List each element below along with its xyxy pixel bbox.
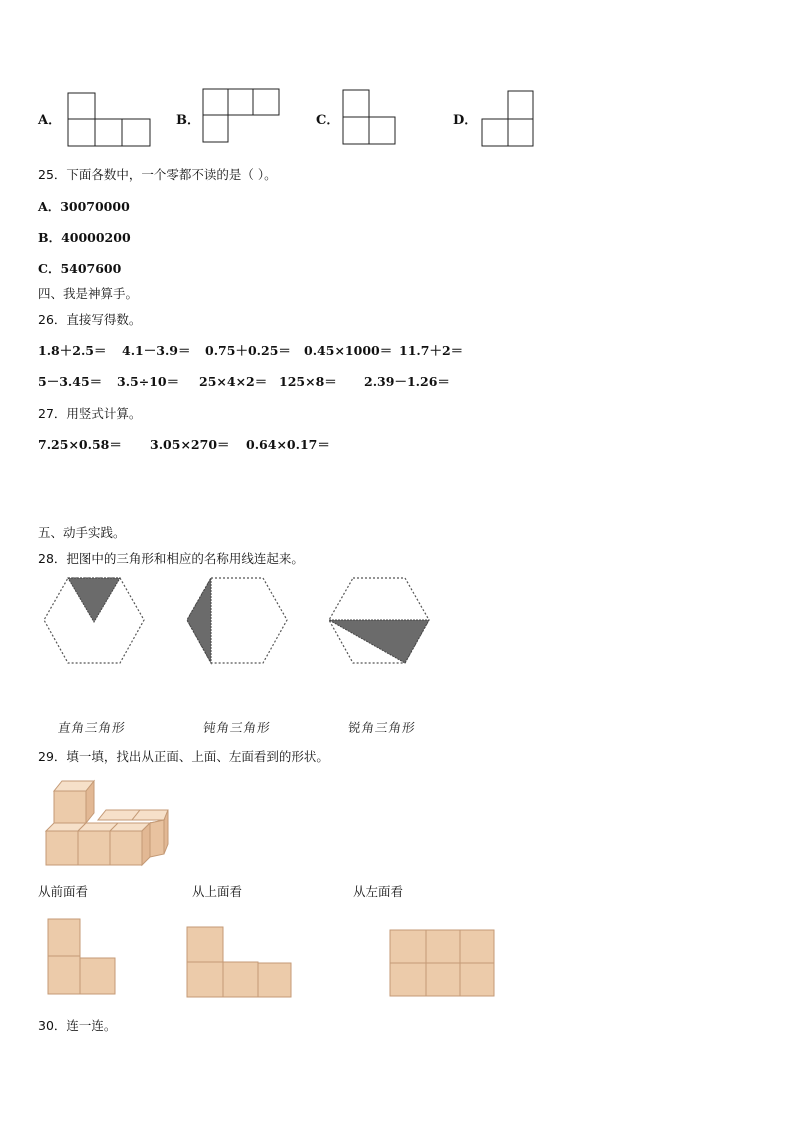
triangle-name-right[interactable]: 直角三角形: [57, 720, 127, 735]
net-shape-a: [67, 92, 153, 148]
net-shape-c: [342, 89, 398, 147]
net-shape-b: [202, 88, 282, 144]
q28-stem: 28．把图中的三角形和相应的名称用线连起来。: [38, 551, 304, 566]
q26-expr: 3.5÷10＝: [117, 374, 180, 389]
triangle-name-obtuse[interactable]: 钝角三角形: [202, 720, 272, 735]
view-label-top: 从上面看: [192, 884, 243, 899]
q26-expr: 11.7＋2＝: [399, 343, 464, 358]
view-label-left: 从左面看: [353, 884, 404, 899]
q26-expr: 5－3.45＝: [38, 374, 103, 389]
q26-expr: 25×4×2＝: [199, 374, 268, 389]
section-5-title: 五、动手实践。: [38, 525, 126, 540]
triangle-name-acute[interactable]: 锐角三角形: [347, 720, 417, 735]
q26-stem: 26．直接写得数。: [38, 312, 142, 327]
left-view-figure: [389, 929, 497, 999]
q26-expr: 1.8＋2.5＝: [38, 343, 107, 358]
q26-expr: 4.1－3.9＝: [122, 343, 191, 358]
hexagon-obtuse-triangle-figure[interactable]: [183, 576, 291, 668]
q25-choice-c[interactable]: C．5407600: [38, 261, 122, 276]
q30-stem: 30．连一连。: [38, 1018, 117, 1033]
section-4-title: 四、我是神算手。: [38, 286, 139, 301]
q26-expr: 125×8＝: [279, 374, 337, 389]
q25-choice-a[interactable]: A．30070000: [38, 199, 130, 214]
q25-stem: 25．下面各数中，一个零都不读的是（ ）。: [38, 167, 277, 182]
hexagon-right-triangle-figure[interactable]: [40, 576, 148, 668]
q25-choice-b[interactable]: B．40000200: [38, 230, 131, 245]
q26-expr: 0.45×1000＝: [304, 343, 393, 358]
q26-expr: 2.39－1.26＝: [364, 374, 450, 389]
q27-expr: 0.64×0.17＝: [246, 437, 330, 452]
q27-expr: 3.05×270＝: [150, 437, 230, 452]
option-d-label[interactable]: D．: [453, 113, 478, 128]
option-c-label[interactable]: C．: [316, 113, 340, 128]
cube-stack-figure: [42, 778, 170, 870]
q26-expr: 0.75＋0.25＝: [205, 343, 291, 358]
hexagon-acute-triangle-figure[interactable]: [325, 576, 433, 668]
q29-stem: 29．填一填，找出从正面、上面、左面看到的形状。: [38, 749, 329, 764]
net-shape-d: [481, 90, 537, 148]
top-view-figure: [186, 926, 294, 1000]
view-label-front: 从前面看: [38, 884, 89, 899]
q27-stem: 27．用竖式计算。: [38, 406, 142, 421]
q27-expr: 7.25×0.58＝: [38, 437, 122, 452]
option-a-label[interactable]: A．: [38, 113, 62, 128]
front-view-figure: [47, 918, 119, 998]
option-b-label[interactable]: B．: [176, 113, 200, 128]
